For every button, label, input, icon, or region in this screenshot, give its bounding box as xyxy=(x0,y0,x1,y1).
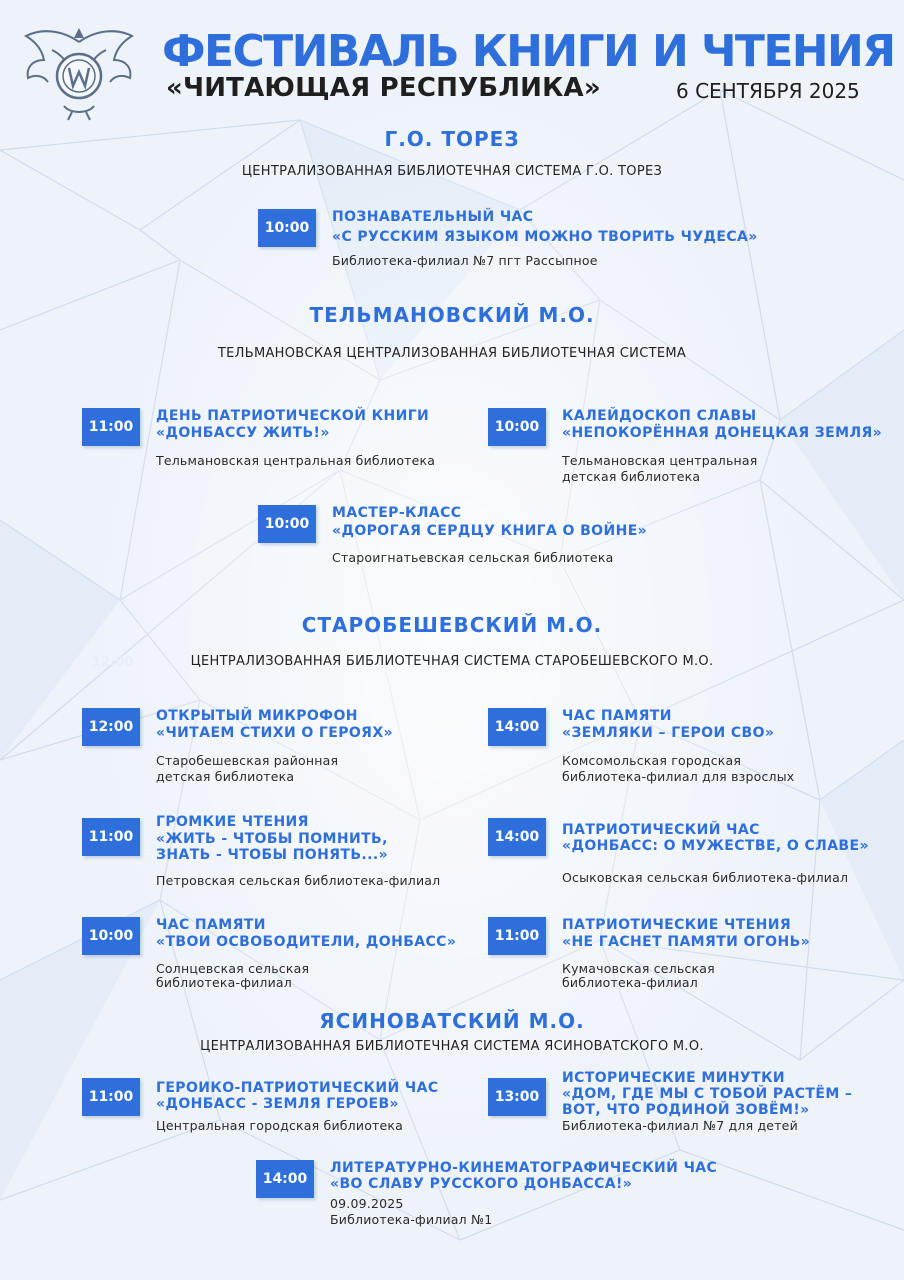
event-title: ГРОМКИЕ ЧТЕНИЯ xyxy=(156,814,309,830)
event-place: Библиотека-филиал №7 пгт Рассыпное xyxy=(332,253,598,268)
event-time-badge: 11:00 xyxy=(82,408,140,446)
event-title: ГЕРОИКО-ПАТРИОТИЧЕСКИЙ ЧАС xyxy=(156,1080,439,1096)
event-time-badge: 11:00 xyxy=(488,917,546,955)
event-place: Староигнатьевская сельская библиотека xyxy=(332,550,614,565)
event-date: 09.09.2025 xyxy=(330,1196,404,1211)
event-subtitle: «НЕ ГАСНЕТ ПАМЯТИ ОГОНЬ» xyxy=(562,934,811,950)
event-place: Петровская сельская библиотека-филиал xyxy=(156,873,441,888)
eagle-emblem-icon xyxy=(22,20,136,122)
event-title: ЧАС ПАМЯТИ xyxy=(562,708,672,724)
event-time-badge: 10:00 xyxy=(258,209,316,247)
event-subtitle: «ЖИТЬ - ЧТОБЫ ПОМНИТЬ, xyxy=(156,831,388,847)
event-place: детская библиотека xyxy=(156,769,295,784)
event-subtitle: «ДОНБАССУ ЖИТЬ!» xyxy=(156,425,330,441)
ghost-time-text: 12:00 xyxy=(92,655,134,670)
event-time-badge: 14:00 xyxy=(256,1160,314,1198)
event-place: Библиотека-филиал №7 для детей xyxy=(562,1118,798,1133)
event-title: ОТКРЫТЫЙ МИКРОФОН xyxy=(156,708,358,724)
event-title: ЧАС ПАМЯТИ xyxy=(156,917,266,933)
event-place: библиотека-филиал для взрослых xyxy=(562,769,795,784)
org-yasinovatsky: ЦЕНТРАЛИЗОВАННАЯ БИБЛИОТЕЧНАЯ СИСТЕМА ЯСИНОВАТСКОГО М.О. xyxy=(200,1039,704,1054)
event-title: ПАТРИОТИЧЕСКИЕ ЧТЕНИЯ xyxy=(562,917,792,933)
event-time-badge: 12:00 xyxy=(82,708,140,746)
event-title: КАЛЕЙДОСКОП СЛАВЫ xyxy=(562,408,757,424)
event-title: ИСТОРИЧЕСКИЕ МИНУТКИ xyxy=(562,1070,786,1086)
event-subtitle: «НЕПОКОРЁННАЯ ДОНЕЦКАЯ ЗЕМЛЯ» xyxy=(562,425,883,441)
event-subtitle: «С РУССКИМ ЯЗЫКОМ МОЖНО ТВОРИТЬ ЧУДЕСА» xyxy=(332,229,758,245)
event-time-badge: 10:00 xyxy=(258,505,316,543)
event-title: ПАТРИОТИЧЕСКИЙ ЧАС xyxy=(562,822,760,838)
event-place: Комсомольская городская xyxy=(562,753,742,768)
event-place: Тельмановская центральная xyxy=(562,453,758,468)
event-place: Кумачовская сельская xyxy=(562,961,715,976)
event-subtitle: ВОТ, ЧТО РОДИНОЙ ЗОВЁМ!» xyxy=(562,1102,810,1118)
festival-title: ФЕСТИВАЛЬ КНИГИ И ЧТЕНИЯ xyxy=(162,26,895,77)
event-time-badge: 11:00 xyxy=(82,1078,140,1116)
section-title-torez: Г.О. ТОРЕЗ xyxy=(384,127,520,151)
event-place: Центральная городская библиотека xyxy=(156,1118,404,1133)
event-title: МАСТЕР-КЛАСС xyxy=(332,505,462,521)
event-place: Тельмановская центральная библиотека xyxy=(156,453,436,468)
event-subtitle: «ЗЕМЛЯКИ – ГЕРОИ СВО» xyxy=(562,725,775,741)
event-place: библиотека-филиал xyxy=(562,975,698,990)
event-place: детская библиотека xyxy=(562,469,701,484)
event-time-badge: 10:00 xyxy=(82,917,140,955)
event-time-badge: 14:00 xyxy=(488,818,546,856)
event-time-badge: 13:00 xyxy=(488,1078,546,1116)
event-place: Солнцевская сельская xyxy=(156,961,310,976)
event-subtitle: «ДОНБАСС - ЗЕМЛЯ ГЕРОЕВ» xyxy=(156,1096,399,1112)
event-subtitle: «ДОНБАСС: О МУЖЕСТВЕ, О СЛАВЕ» xyxy=(562,838,869,854)
event-subtitle: «ВО СЛАВУ РУССКОГО ДОНБАССА!» xyxy=(330,1176,633,1192)
festival-date: 6 СЕНТЯБРЯ 2025 xyxy=(676,79,860,103)
event-subtitle: «ДОМ, ГДЕ МЫ С ТОБОЙ РАСТЁМ – xyxy=(562,1086,853,1102)
festival-subtitle: «ЧИТАЮЩАЯ РЕСПУБЛИКА» xyxy=(166,73,601,103)
event-title: ПОЗНАВАТЕЛЬНЫЙ ЧАС xyxy=(332,209,534,225)
org-telmanovsky: ТЕЛЬМАНОВСКАЯ ЦЕНТРАЛИЗОВАННАЯ БИБЛИОТЕЧНАЯ СИСТЕМА xyxy=(217,346,687,361)
event-place: Старобешевская районная xyxy=(156,753,339,768)
org-starobeshevsky: ЦЕНТРАЛИЗОВАННАЯ БИБЛИОТЕЧНАЯ СИСТЕМА СТАРОБЕШЕВСКОГО М.О. xyxy=(190,654,714,669)
event-place: Осыковская сельская библиотека-филиал xyxy=(562,870,849,885)
event-place: библиотека-филиал xyxy=(156,975,292,990)
section-title-starobeshevsky: СТАРОБЕШЕВСКИЙ М.О. xyxy=(301,613,603,637)
event-time-badge: 14:00 xyxy=(488,708,546,746)
event-subtitle: ЗНАТЬ - ЧТОБЫ ПОНЯТЬ...» xyxy=(156,847,389,863)
event-subtitle: «ТВОИ ОСВОБОДИТЕЛИ, ДОНБАСС» xyxy=(156,934,457,950)
event-subtitle: «ЧИТАЕМ СТИХИ О ГЕРОЯХ» xyxy=(156,725,393,741)
section-title-telmanovsky: ТЕЛЬМАНОВСКИЙ М.О. xyxy=(309,303,595,327)
event-title: ЛИТЕРАТУРНО-КИНЕМАТОГРАФИЧЕСКИЙ ЧАС xyxy=(330,1160,718,1176)
event-title: ДЕНЬ ПАТРИОТИЧЕСКОЙ КНИГИ xyxy=(156,408,430,424)
section-title-yasinovatsky: ЯСИНОВАТСКИЙ М.О. xyxy=(319,1009,585,1033)
event-time-badge: 10:00 xyxy=(488,408,546,446)
event-time-badge: 11:00 xyxy=(82,818,140,856)
event-place: Библиотека-филиал №1 xyxy=(330,1212,493,1227)
org-torez: ЦЕНТРАЛИЗОВАННАЯ БИБЛИОТЕЧНАЯ СИСТЕМА Г.О. ТОРЕЗ xyxy=(241,164,663,179)
event-subtitle: «ДОРОГАЯ СЕРДЦУ КНИГА О ВОЙНЕ» xyxy=(332,523,648,539)
